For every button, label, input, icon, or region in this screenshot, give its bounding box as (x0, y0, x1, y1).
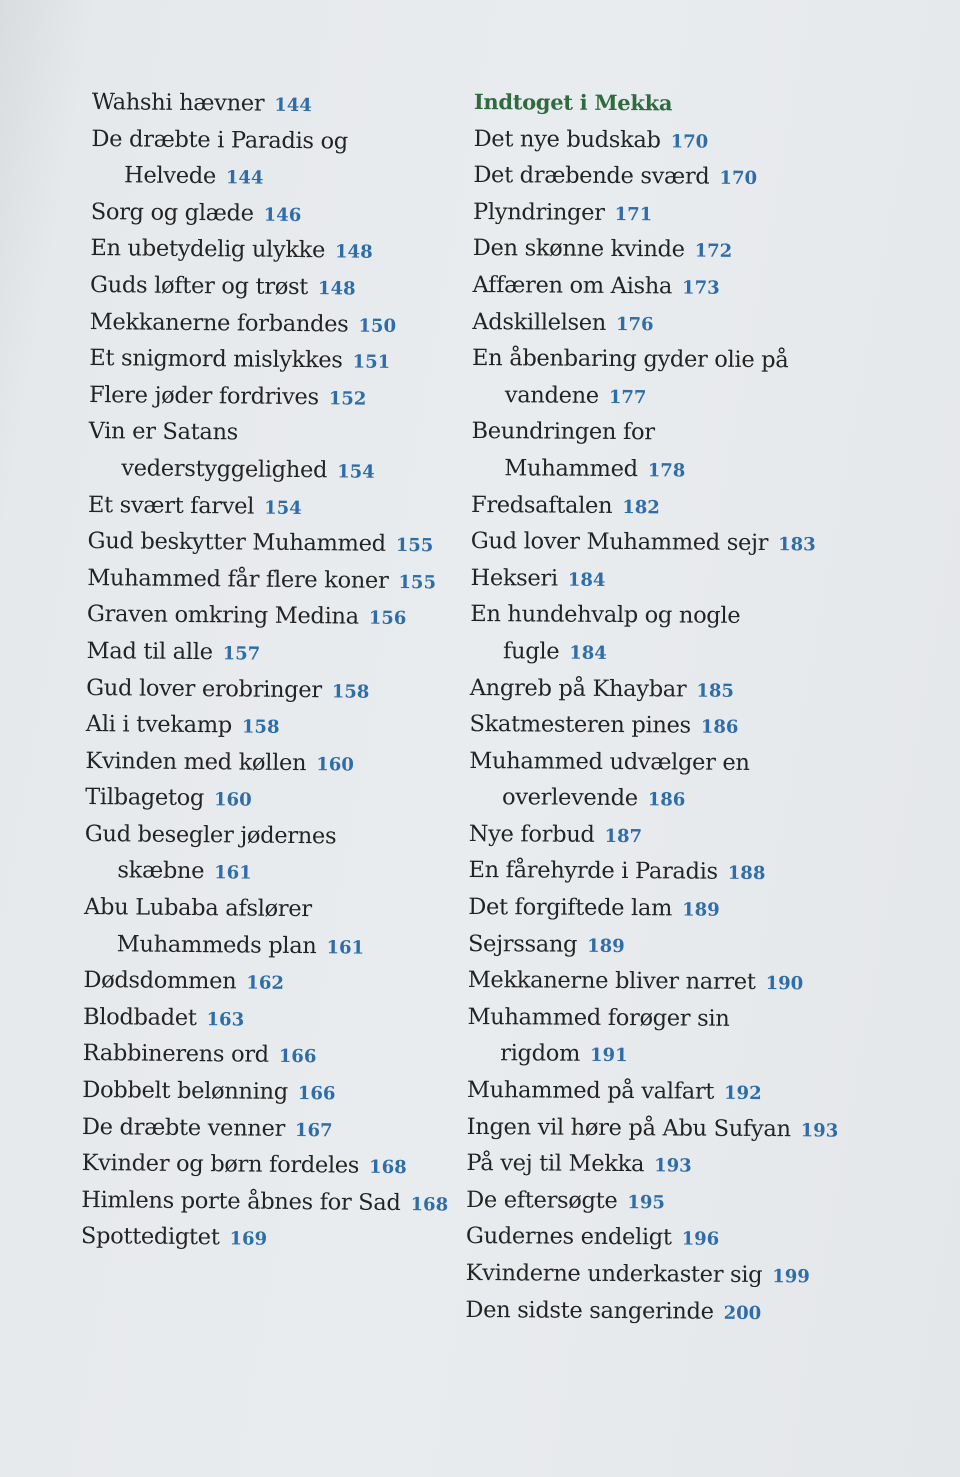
toc-page-number: 190 (765, 973, 804, 995)
toc-entry (91, 121, 471, 161)
toc-page-number: 148 (317, 278, 356, 300)
toc-entry-title: Den sidste sangerinde (465, 1296, 714, 1325)
toc-entry-title: Gud besegler jødernes (84, 820, 337, 850)
toc-page-number: 148 (334, 241, 373, 264)
toc-entry (467, 1072, 807, 1111)
toc-page-number: 193 (800, 1119, 839, 1142)
toc-entry (87, 523, 467, 563)
toc-entry (90, 267, 470, 307)
toc-page-number: 199 (772, 1266, 810, 1288)
toc-entry (85, 779, 465, 819)
toc-entry-title: Affæren om Aisha (472, 271, 673, 300)
toc-entry (88, 450, 468, 490)
toc-entry (81, 1145, 461, 1185)
toc-entry (85, 743, 465, 783)
toc-page-number: 171 (614, 203, 653, 226)
toc-entry-title: Sejrssang (467, 930, 578, 958)
toc-page-number: 182 (622, 496, 660, 518)
toc-entry-title: Tilbagetog (85, 784, 205, 812)
toc-entry-title: Ali i tvekamp (85, 711, 233, 739)
toc-entry-title: Dødsdommen (83, 967, 237, 995)
toc-entry (86, 633, 466, 673)
toc-entry (92, 84, 472, 124)
toc-entry (471, 450, 811, 489)
toc-entry (465, 1255, 810, 1294)
toc-page-number: 172 (694, 240, 733, 263)
toc-entry-title: Fredsaftalen (470, 491, 613, 519)
toc-entry (470, 523, 816, 562)
toc-page-number: 200 (723, 1302, 762, 1324)
toc-entry (473, 157, 813, 196)
toc-page-number: 161 (326, 936, 365, 959)
toc-entry (473, 230, 813, 269)
toc-page-number: 188 (727, 863, 766, 885)
toc-entry-title: Sorg og glæde (90, 198, 254, 227)
toc-entry (83, 999, 463, 1039)
toc-entry (465, 1292, 805, 1331)
toc-entry (466, 1182, 806, 1221)
toc-entry (81, 1182, 461, 1222)
toc-entry-title: Gud beskytter Muhammed (87, 528, 386, 557)
toc-entry-title: De dræbte i Paradis og (91, 125, 349, 155)
toc-entry (470, 669, 810, 708)
toc-entry-title: rigdom (500, 1040, 581, 1068)
toc-entry (87, 560, 467, 600)
toc-entry-title: Muhammed på valfart (466, 1077, 715, 1105)
toc-entry-title: Kvinderne underkaster sig (465, 1259, 763, 1289)
toc-entry-title: Det dræbende sværd (473, 162, 710, 190)
toc-entry (84, 852, 464, 892)
toc-entry-title: Kvinder og børn fordeles (81, 1150, 360, 1179)
toc-page-number: 160 (316, 753, 354, 776)
toc-entry-title: Muhammed forøger sin (467, 1003, 730, 1032)
toc-entry (84, 926, 464, 966)
toc-page-number: 155 (395, 535, 434, 557)
toc-entry (472, 267, 812, 306)
toc-entry-title: vandene (504, 381, 599, 409)
toc-entry-title: Et svært farvel (87, 491, 255, 520)
toc-entry-title: Hekseri (470, 564, 558, 592)
toc-entry (472, 377, 812, 416)
toc-page-number: 177 (608, 386, 647, 408)
toc-entry (468, 926, 808, 965)
toc-page-number: 152 (328, 388, 367, 410)
toc-entry-title: vederstyggelighed (121, 455, 328, 484)
toc-page-number: 168 (410, 1193, 449, 1216)
toc-page-number: 178 (647, 460, 686, 482)
toc-entry-title: Flere jøder fordrives (88, 381, 319, 410)
toc-entry-title: Mekkanerne bliver narret (467, 967, 756, 996)
toc-entry-title: Adskillelsen (472, 308, 607, 336)
toc-entry (88, 487, 468, 527)
toc-entry (471, 487, 811, 526)
toc-entry-title: skæbne (117, 857, 205, 885)
toc-right-column (465, 84, 839, 1331)
toc-page-number: 151 (352, 351, 391, 374)
toc-entry-title: Gud lover erobringer (86, 674, 322, 703)
toc-entry-title: Mekkanerne forbandes (89, 308, 349, 338)
toc-entry-title: De dræbte venner (81, 1113, 286, 1142)
toc-entry (473, 121, 813, 160)
toc-entry (470, 596, 810, 635)
toc-entry (86, 706, 466, 746)
toc-entry-title: Ingen vil høre på Abu Sufyan (466, 1113, 791, 1142)
toc-entry (468, 962, 808, 1001)
toc-page-number: 146 (263, 204, 302, 226)
toc-page-number: 158 (241, 716, 280, 738)
toc-page-number: 184 (567, 569, 606, 591)
toc-page-number: 144 (274, 94, 312, 117)
toc-entry-title: Spottedigtet (80, 1223, 220, 1251)
toc-entry-title: Det forgiftede lam (468, 894, 673, 922)
toc-entry-title: Den skønne kvinde (472, 235, 685, 263)
toc-page-number: 170 (719, 167, 758, 190)
toc-entry-title: Guds løfter og trøst (89, 271, 309, 301)
toc-page-number: 168 (369, 1156, 407, 1179)
toc-entry-title: fugle (502, 638, 560, 665)
toc-page-number: 173 (682, 277, 720, 299)
toc-entry-title: Helvede (123, 162, 217, 190)
toc-page-number: 166 (297, 1083, 336, 1105)
toc-entry (466, 1218, 806, 1257)
toc-entry-title: På vej til Mekka (466, 1150, 645, 1178)
toc-entry (469, 779, 809, 818)
toc-entry (88, 413, 468, 453)
toc-page-number: 166 (278, 1046, 317, 1068)
toc-page-number: 192 (723, 1082, 762, 1105)
toc-entry-title: Dobbelt belønning (82, 1076, 288, 1105)
toc-page-number: 163 (206, 1008, 245, 1031)
toc-entry-title: Abu Lubaba afslører (83, 894, 312, 923)
toc-entry-title: Himlens porte åbnes for Sad (81, 1186, 401, 1216)
toc-page-number: 183 (778, 534, 816, 556)
toc-page-number: 184 (569, 642, 607, 664)
toc-entry (83, 962, 463, 1002)
toc-page-number: 186 (647, 789, 686, 811)
toc-left-column (81, 84, 472, 1259)
toc-entry (468, 889, 808, 928)
toc-entry (467, 1035, 807, 1074)
toc-entry (90, 230, 470, 270)
toc-page-number: 167 (294, 1119, 333, 1141)
toc-entry (90, 304, 470, 344)
toc-entry (82, 1109, 462, 1149)
toc-entry-title: Beundringen for (471, 418, 655, 446)
toc-entry-title: Gud lover Muhammed sejr (470, 528, 769, 557)
toc-page-number: 195 (627, 1191, 666, 1214)
toc-page-number: 191 (589, 1045, 628, 1067)
toc-entry-title: En ubetydelig ulykke (90, 235, 326, 264)
toc-page-number: 154 (264, 497, 302, 519)
toc-entry-title: Det nye budskab (473, 125, 661, 153)
toc-page-number: 160 (213, 789, 252, 811)
toc-entry-title: Angreb på Khaybar (469, 674, 687, 702)
toc-entry (85, 816, 465, 856)
toc-entry-title: Rabbinerens ord (82, 1040, 269, 1069)
toc-page-number: 189 (682, 899, 720, 921)
toc-entry-title: Graven omkring Medina (86, 601, 359, 630)
toc-page-number: 193 (654, 1155, 692, 1177)
toc-page-number: 176 (615, 313, 654, 335)
toc-page-number: 161 (214, 862, 252, 885)
toc-entry-title: Mad til alle (86, 637, 213, 666)
toc-entry (470, 633, 810, 672)
toc-entry-title: En hundehvalp og nogle (470, 601, 741, 630)
toc-entry-title: Kvinden med køllen (85, 747, 307, 776)
toc-page-number: 169 (229, 1228, 268, 1251)
toc-entry (469, 816, 809, 855)
toc-page-number: 187 (604, 825, 643, 848)
toc-entry-title: Vin er Satans (88, 418, 239, 446)
toc-entry (466, 1145, 806, 1184)
toc-page-number: 150 (358, 315, 397, 337)
toc-entry-title: En åbenbaring gyder olie på (471, 345, 789, 374)
toc-entry (91, 157, 471, 197)
toc-entry-title: Blodbadet (82, 1003, 197, 1031)
toc-entry (82, 1072, 462, 1112)
toc-entry-title: Plyndringer (473, 198, 605, 226)
toc-entry (89, 340, 469, 380)
toc-entry (84, 889, 464, 929)
toc-entry (89, 377, 469, 417)
toc-page-number: 154 (337, 461, 375, 483)
toc-entry-title: Muhammed får flere koner (87, 564, 389, 594)
toc-entry-title: Gudernes endeligt (465, 1223, 672, 1251)
toc-entry (466, 1109, 839, 1148)
toc-entry (469, 706, 809, 745)
section-heading: Indtoget i Mekka (473, 88, 673, 116)
toc-entry (467, 999, 807, 1038)
toc-page-number: 157 (222, 643, 261, 665)
toc-entry-title: De eftersøgte (466, 1186, 618, 1214)
toc-entry (86, 669, 466, 709)
toc-entry-title: Muhammed (504, 455, 638, 483)
toc-page-number: 144 (225, 167, 264, 189)
toc-page-number: 170 (670, 130, 709, 153)
toc-entry (81, 1218, 461, 1258)
toc-entry (472, 304, 812, 343)
toc-entry (83, 1035, 463, 1075)
toc-entry-title: Et snigmord mislykkes (89, 345, 343, 374)
toc-page-number: 189 (587, 935, 625, 957)
toc-page-number: 186 (700, 716, 739, 738)
toc-entry (91, 194, 471, 234)
toc-entry-title: Wahshi hævner (91, 88, 265, 117)
toc-entry (87, 596, 467, 636)
toc-entry (473, 194, 813, 233)
toc-entry (470, 560, 810, 599)
toc-entry (468, 852, 808, 891)
toc-entry-title: En fårehyrde i Paradis (468, 857, 718, 886)
toc-page-number: 185 (696, 680, 735, 702)
toc-entry-title: Muhammeds plan (116, 930, 317, 959)
toc-entry-title: Muhammed udvælger en (469, 747, 750, 776)
toc-entry-title: Nye forbud (468, 820, 595, 848)
toc-page-number: 156 (368, 607, 407, 630)
toc-page-number: 196 (681, 1228, 720, 1251)
toc-page-number: 155 (398, 571, 437, 594)
toc-entry (469, 743, 809, 782)
toc-entry (472, 340, 812, 379)
toc-page-number: 158 (331, 680, 370, 703)
toc-entry-title: Skatmesteren pines (469, 711, 691, 739)
toc-entry-title: overlevende (501, 784, 638, 812)
toc-page-number: 162 (246, 972, 285, 995)
toc-entry (471, 413, 811, 452)
